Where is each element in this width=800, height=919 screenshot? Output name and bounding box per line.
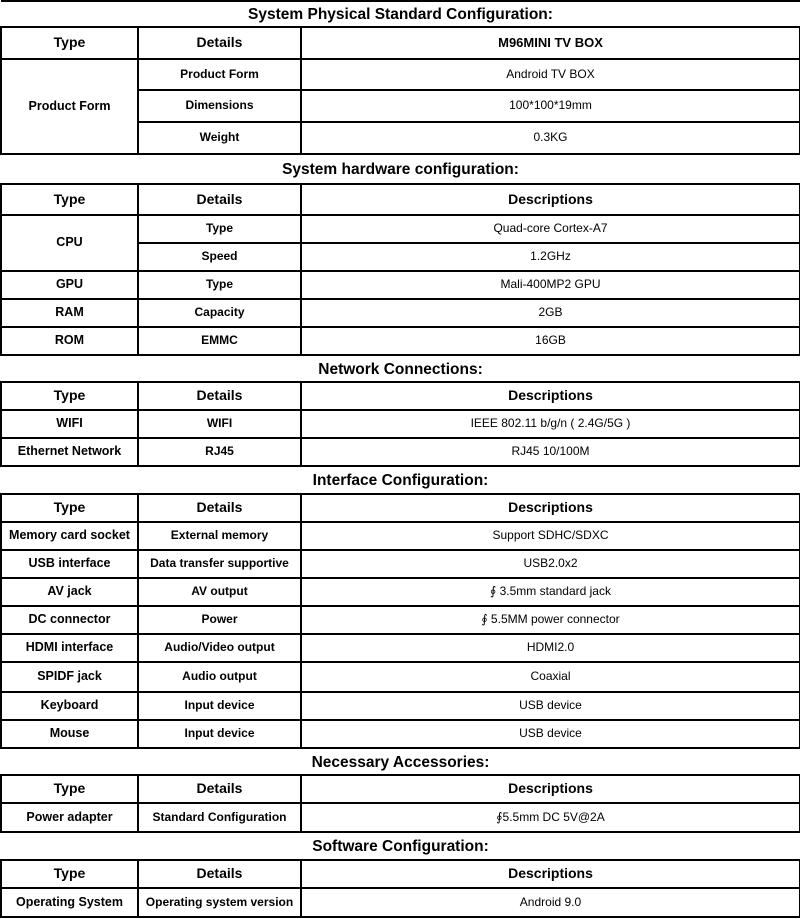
cell-type: ROM bbox=[1, 327, 138, 355]
table-row bbox=[1, 410, 800, 438]
header-descriptions: Descriptions bbox=[301, 775, 800, 803]
header-descriptions: Descriptions bbox=[301, 184, 800, 215]
cell-details: Type bbox=[138, 215, 301, 243]
cell-type: CPU bbox=[1, 215, 138, 271]
cell-details: External memory bbox=[138, 522, 301, 550]
cell-details: Standard Configuration bbox=[138, 803, 301, 832]
cell-type: DC connector bbox=[1, 606, 138, 634]
header-details: Details bbox=[138, 27, 301, 59]
cell-type: Ethernet Network bbox=[1, 438, 138, 466]
table-row bbox=[1, 59, 800, 90]
cell-type: SPIDF jack bbox=[1, 662, 138, 692]
cell-details: Product Form bbox=[138, 59, 301, 90]
cell-description: 16GB bbox=[301, 327, 800, 355]
cell-details: Power bbox=[138, 606, 301, 634]
cell-description: USB device bbox=[301, 720, 800, 748]
cell-type: Operating System bbox=[1, 888, 138, 917]
cell-details: Audio/Video output bbox=[138, 634, 301, 662]
cell-description: Android 9.0 bbox=[301, 888, 800, 917]
cell-description: 1.2GHz bbox=[301, 243, 800, 271]
section-title: System Physical Standard Configuration: bbox=[1, 1, 800, 27]
section-title: Software Configuration: bbox=[1, 832, 800, 860]
cell-type: Memory card socket bbox=[1, 522, 138, 550]
section-title: Interface Configuration: bbox=[1, 466, 800, 494]
cell-details: EMMC bbox=[138, 327, 301, 355]
cell-details: Data transfer supportive bbox=[138, 550, 301, 578]
header-row bbox=[1, 860, 800, 888]
header-type: Type bbox=[1, 382, 138, 410]
header-row bbox=[1, 382, 800, 410]
cell-description: Support SDHC/SDXC bbox=[301, 522, 800, 550]
cell-description: IEEE 802.11 b/g/n ( 2.4G/5G ) bbox=[301, 410, 800, 438]
header-row bbox=[1, 184, 800, 215]
cell-details: WIFI bbox=[138, 410, 301, 438]
cell-description: Quad-core Cortex-A7 bbox=[301, 215, 800, 243]
cell-description: 2GB bbox=[301, 299, 800, 327]
header-descriptions: Descriptions bbox=[301, 382, 800, 410]
cell-details: Capacity bbox=[138, 299, 301, 327]
table-row bbox=[1, 888, 800, 917]
header-details: Details bbox=[138, 184, 301, 215]
cell-description: 100*100*19mm bbox=[301, 90, 800, 122]
cell-description: ∮5.5mm DC 5V@2A bbox=[301, 803, 800, 832]
table-row bbox=[1, 327, 800, 355]
table-row bbox=[1, 271, 800, 299]
table-row bbox=[1, 299, 800, 327]
table-row bbox=[1, 634, 800, 662]
cell-description: Mali-400MP2 GPU bbox=[301, 271, 800, 299]
cell-description: 0.3KG bbox=[301, 122, 800, 154]
header-descriptions: Descriptions bbox=[301, 494, 800, 522]
table-row bbox=[1, 606, 800, 634]
header-row bbox=[1, 494, 800, 522]
table-row bbox=[1, 692, 800, 720]
header-details: Details bbox=[138, 860, 301, 888]
cell-description: USB device bbox=[301, 692, 800, 720]
header-details: Details bbox=[138, 382, 301, 410]
cell-type: USB interface bbox=[1, 550, 138, 578]
cell-details: Operating system version bbox=[138, 888, 301, 917]
cell-type: Keyboard bbox=[1, 692, 138, 720]
cell-description: ∮ 3.5mm standard jack bbox=[301, 578, 800, 606]
header-type: Type bbox=[1, 27, 138, 59]
cell-description: USB2.0x2 bbox=[301, 550, 800, 578]
cell-type: AV jack bbox=[1, 578, 138, 606]
header-descriptions: Descriptions bbox=[301, 860, 800, 888]
section-title-row bbox=[1, 1, 800, 27]
header-type: Type bbox=[1, 860, 138, 888]
section-title-row bbox=[1, 832, 800, 860]
section-title-row bbox=[1, 355, 800, 382]
header-type: Type bbox=[1, 494, 138, 522]
section-title: Network Connections: bbox=[1, 355, 800, 382]
table-row bbox=[1, 215, 800, 243]
header-details: Details bbox=[138, 494, 301, 522]
cell-description: Coaxial bbox=[301, 662, 800, 692]
cell-type: HDMI interface bbox=[1, 634, 138, 662]
table-row bbox=[1, 550, 800, 578]
cell-details: Speed bbox=[138, 243, 301, 271]
cell-description: Android TV BOX bbox=[301, 59, 800, 90]
cell-details: Input device bbox=[138, 720, 301, 748]
section-title: Necessary Accessories: bbox=[1, 748, 800, 775]
table-row bbox=[1, 662, 800, 692]
cell-details: Input device bbox=[138, 692, 301, 720]
section-title-row bbox=[1, 154, 800, 184]
spec-table-body bbox=[1, 1, 800, 917]
cell-description: ∮ 5.5MM power connector bbox=[301, 606, 800, 634]
cell-type: Mouse bbox=[1, 720, 138, 748]
section-title-row bbox=[1, 466, 800, 494]
header-row bbox=[1, 27, 800, 59]
table-row bbox=[1, 438, 800, 466]
table-row bbox=[1, 720, 800, 748]
cell-details: RJ45 bbox=[138, 438, 301, 466]
cell-type: GPU bbox=[1, 271, 138, 299]
section-title: System hardware configuration: bbox=[1, 154, 800, 184]
header-descriptions: M96MINI TV BOX bbox=[301, 27, 800, 59]
cell-type: Product Form bbox=[1, 59, 138, 154]
header-type: Type bbox=[1, 184, 138, 215]
cell-details: Dimensions bbox=[138, 90, 301, 122]
cell-type: WIFI bbox=[1, 410, 138, 438]
header-row bbox=[1, 775, 800, 803]
cell-details: Audio output bbox=[138, 662, 301, 692]
section-title-row bbox=[1, 748, 800, 775]
cell-description: RJ45 10/100M bbox=[301, 438, 800, 466]
cell-details: Weight bbox=[138, 122, 301, 154]
cell-description: HDMI2.0 bbox=[301, 634, 800, 662]
cell-details: Type bbox=[138, 271, 301, 299]
table-row bbox=[1, 522, 800, 550]
table-row bbox=[1, 803, 800, 832]
cell-type: Power adapter bbox=[1, 803, 138, 832]
cell-details: AV output bbox=[138, 578, 301, 606]
table-row bbox=[1, 578, 800, 606]
header-type: Type bbox=[1, 775, 138, 803]
cell-type: RAM bbox=[1, 299, 138, 327]
header-details: Details bbox=[138, 775, 301, 803]
